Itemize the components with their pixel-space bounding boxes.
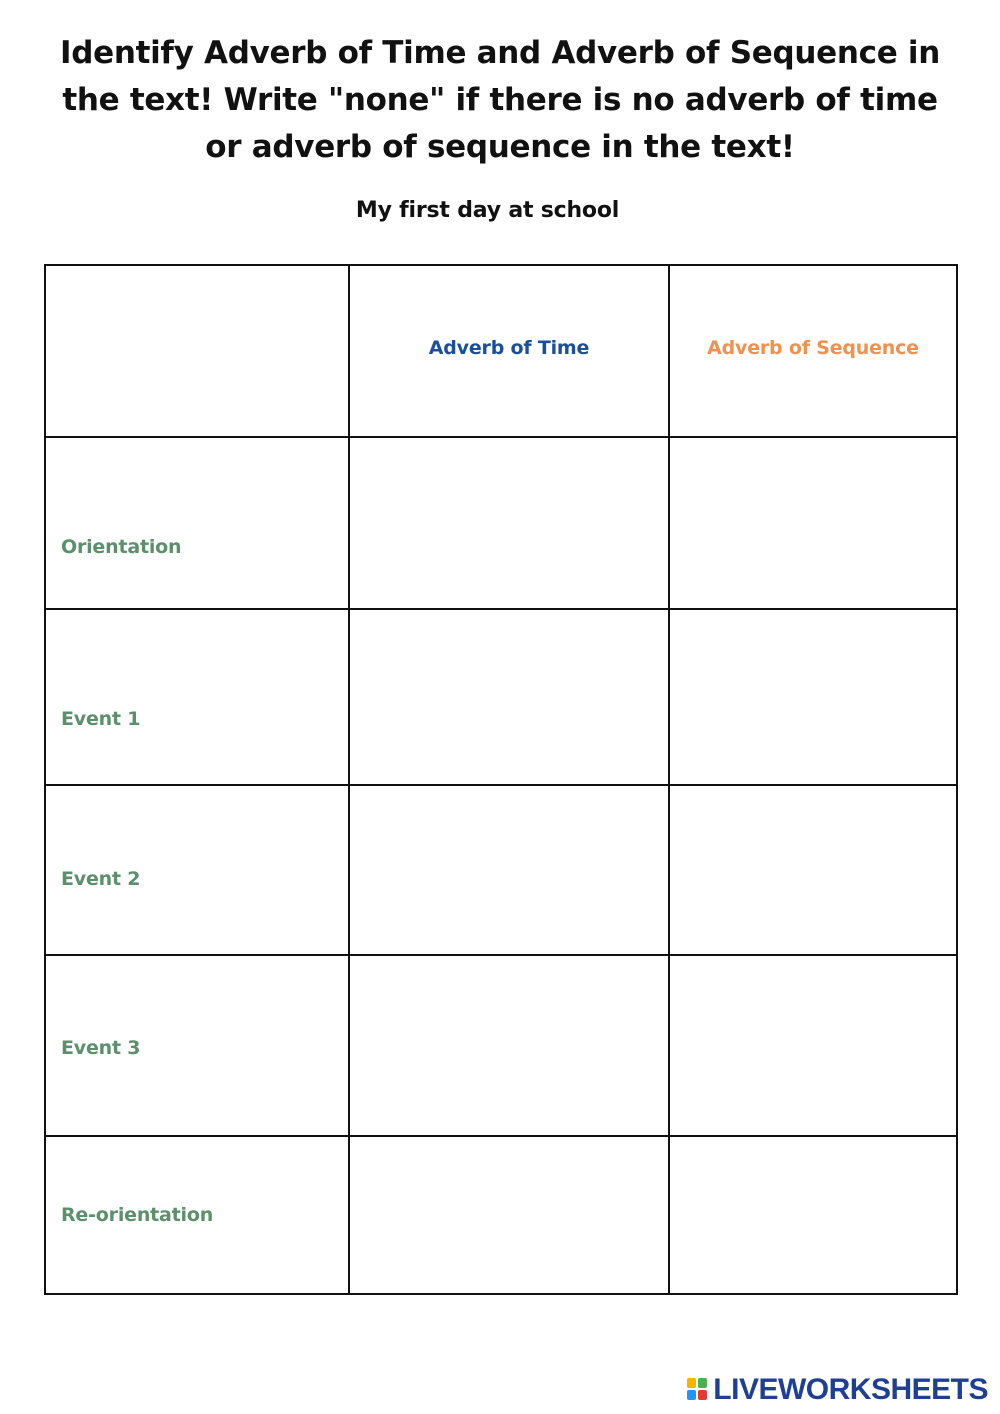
header-adverb-of-time-label: Adverb of Time <box>428 337 590 359</box>
answer-table <box>44 264 958 1295</box>
answer-time-re-orientation[interactable] <box>349 1136 669 1294</box>
answer-time-event-3[interactable] <box>349 955 669 1136</box>
row-label-event-2: Event 2 <box>45 785 349 955</box>
text-title: My first day at school <box>355 198 620 223</box>
row-label-event-3: Event 3 <box>45 955 349 1136</box>
header-adverb-of-sequence-label: Adverb of Sequence <box>707 337 919 359</box>
liveworksheets-brand <box>687 1373 988 1407</box>
answer-sequence-event-1[interactable] <box>669 609 957 785</box>
answer-sequence-event-2[interactable] <box>669 785 957 955</box>
header-adverb-of-time <box>349 265 669 437</box>
table-row <box>45 785 957 955</box>
answer-time-event-1[interactable] <box>349 609 669 785</box>
table-row <box>45 955 957 1136</box>
table-row <box>45 1136 957 1294</box>
liveworksheets-logo-icon <box>687 1378 709 1402</box>
table-row <box>45 609 957 785</box>
table-header-row <box>45 265 957 437</box>
answer-time-orientation[interactable] <box>349 437 669 609</box>
row-label-re-orientation: Re-orientation <box>45 1136 349 1294</box>
row-label-event-1: Event 1 <box>45 609 349 785</box>
answer-sequence-event-3[interactable] <box>669 955 957 1136</box>
instruction-heading: Identify Adverb of Time and Adverb of Sequence in the text! Write "none" if there is no adverb of time or adverb of sequence in the text! <box>59 35 941 165</box>
answer-sequence-orientation[interactable] <box>669 437 957 609</box>
answer-time-event-2[interactable] <box>349 785 669 955</box>
header-adverb-of-sequence <box>669 265 957 437</box>
table-row <box>45 437 957 609</box>
brand-name: LIVEWORKSHEETS <box>713 1373 988 1406</box>
answer-sequence-re-orientation[interactable] <box>669 1136 957 1294</box>
header-empty-cell <box>45 265 349 437</box>
row-label-orientation: Orientation <box>45 437 349 609</box>
